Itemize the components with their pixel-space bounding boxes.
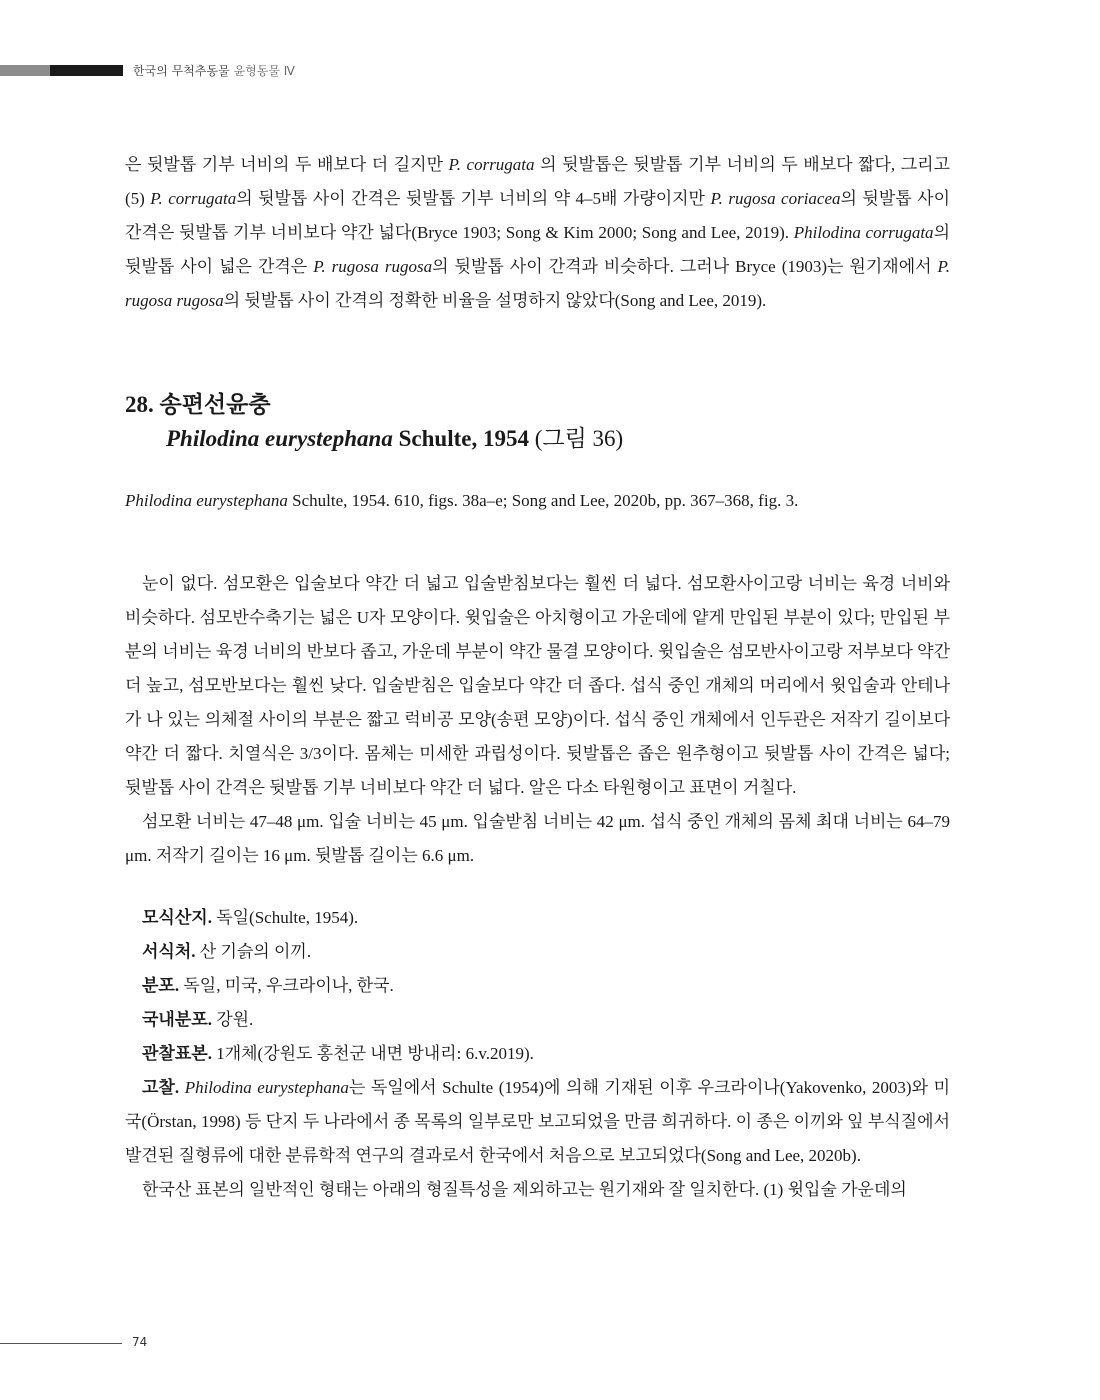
intro-text-3: 의 뒷발톱 사이 간격은 뒷발톱 기부 너비의 약 4–5배 가량이지만 [236,189,711,208]
intro-sci-4: Philodina corrugata [793,223,934,242]
description-paragraph: 눈이 없다. 섬모환은 입술보다 약간 더 넓고 입술받침보다는 훨씬 더 넓다. 섬모환사이고랑 너비는 육경 너비와 비슷하다. 섬모반수축기는 넓은 U자 모양이다. 윗입술은 아치형이고 가운데에 얕게 만입된 부분이 있다; 만입된 부분의 너비는 육경 너비의 반보다 좁고, 가운데 부분이 약간 물결 모양이다. 윗입술은 섬모반사이고랑 저부보다 약간 더 높고, 섬모반보다는 훨씬 낮다. 입술받침은 입술보다 약간 더 좁다. 섭식 중인 개체의 머리에서 윗입술과 안테나가 나 있는 의체절 사이의 부분은 짧고 럭비공 모양(송편 모양)이다. 섭식 중인 개체에서 인두관은 저작기 길이보다 약간 더 짧다. 치열식은 3/3이다. 몸체는 미세한 과립성이다. 뒷발톱은 좁은 원추형이고 뒷발톱 사이 간격은 넓다; 뒷발톱 사이 간격은 뒷발톱 기부 너비보다 약간 더 넓다. 알은 다소 타원형이고 표면이 거칠다. [125,574,950,797]
intro-text-5: 의 뒷발톱 사이 넓은 간격은 [125,223,950,276]
reference-sci-name: Philodina eurystephana [125,491,288,510]
header-subtitle: 윤형동물 Ⅳ [233,64,295,78]
page-content [125,148,950,1207]
intro-sci-1: P. corrugata [448,155,535,174]
species-heading: 28. 송편선윤충 [125,392,271,417]
info-korean-distribution: 국내분포. 강원. [142,1010,254,1029]
species-sci-name: Philodina eurystephana [166,426,393,451]
reference-text: Schulte, 1954. 610, figs. 38a–e; Song and Lee, 2020b, pp. 367–368, fig. 3. [287,491,799,510]
footer-rule [0,1343,122,1344]
species-author: Schulte, 1954 [392,426,535,451]
intro-text-2: 의 뒷발톱은 뒷발톱 기부 너비의 두 배보다 짧다, 그리고 (5) [125,155,950,208]
page-number: 74 [132,1335,148,1349]
intro-sci-5: P. rugosa rugosa [313,257,433,276]
intro-text-6: 의 뒷발톱 사이 간격과 비슷하다. 그러나 Bryce (1903)는 원기재에서 [432,257,938,276]
species-scientific-heading [166,422,950,456]
intro-sci-3: P. rugosa coriacea [710,189,841,208]
species-figure-ref: (그림 36) [534,426,624,451]
header-bar-gray [0,65,50,76]
info-distribution: 분포. 독일, 미국, 우크라이나, 한국. [142,976,394,995]
running-header [133,62,295,79]
header-title: 한국의 무척추동물 [133,64,230,78]
info-habitat: 서식처. 산 기슭의 이끼. [142,942,312,961]
info-type-locality: 모식산지. 독일(Schulte, 1954). [142,908,359,927]
header-bar-black [50,65,123,76]
intro-text-4: 의 뒷발톱 사이 간격은 뒷발톱 기부 너비보다 약간 넓다(Bryce 1903; Song & Kim 2000; Song and Lee, 2019). [125,189,950,242]
intro-sci-6: P. rugosa rugosa [125,257,950,310]
intro-text-7: 의 뒷발톱 사이 간격의 정확한 비율을 설명하지 않았다(Song and Lee, 2019). [223,291,767,310]
info-material-examined: 관찰표본. 1개체(강원도 홍천군 내면 방내리: 6.v.2019). [142,1044,534,1063]
synonymy-reference [125,484,950,518]
discussion-paragraph: 고찰. Philodina eurystephana는 독일에서 Schulte (1954)에 의해 기재된 이후 우크라이나(Yakovenko, 2003)와 미국(Örstan, 1998) 등 단지 두 나라에서 종 목록의 일부로만 보고되었을 만큼 희귀하다. 이 종은 이끼와 잎 부식질에서 발견된 질형류에 대한 분류학적 연구의 결과로서 한국에서 처음으로 보고되었다(Song and Lee, 2020b). [125,1078,950,1165]
intro-paragraph [125,148,950,318]
intro-text-1: 은 뒷발톱 기부 너비의 두 배보다 더 길지만 [125,155,449,174]
intro-sci-2: P. corrugata [150,189,237,208]
measurements-paragraph: 섬모환 너비는 47–48 μm. 입술 너비는 45 μm. 입술받침 너비는 42 μm. 섭식 중인 개체의 몸체 최대 너비는 64–79 μm. 저작기 길이는 16 μm. 뒷발톱 길이는 6.6 μm. [125,812,950,865]
final-paragraph: 한국산 표본의 일반적인 형태는 아래의 형질특성을 제외하고는 원기재와 잘 일치한다. (1) 윗입술 가운데의 [142,1180,907,1199]
